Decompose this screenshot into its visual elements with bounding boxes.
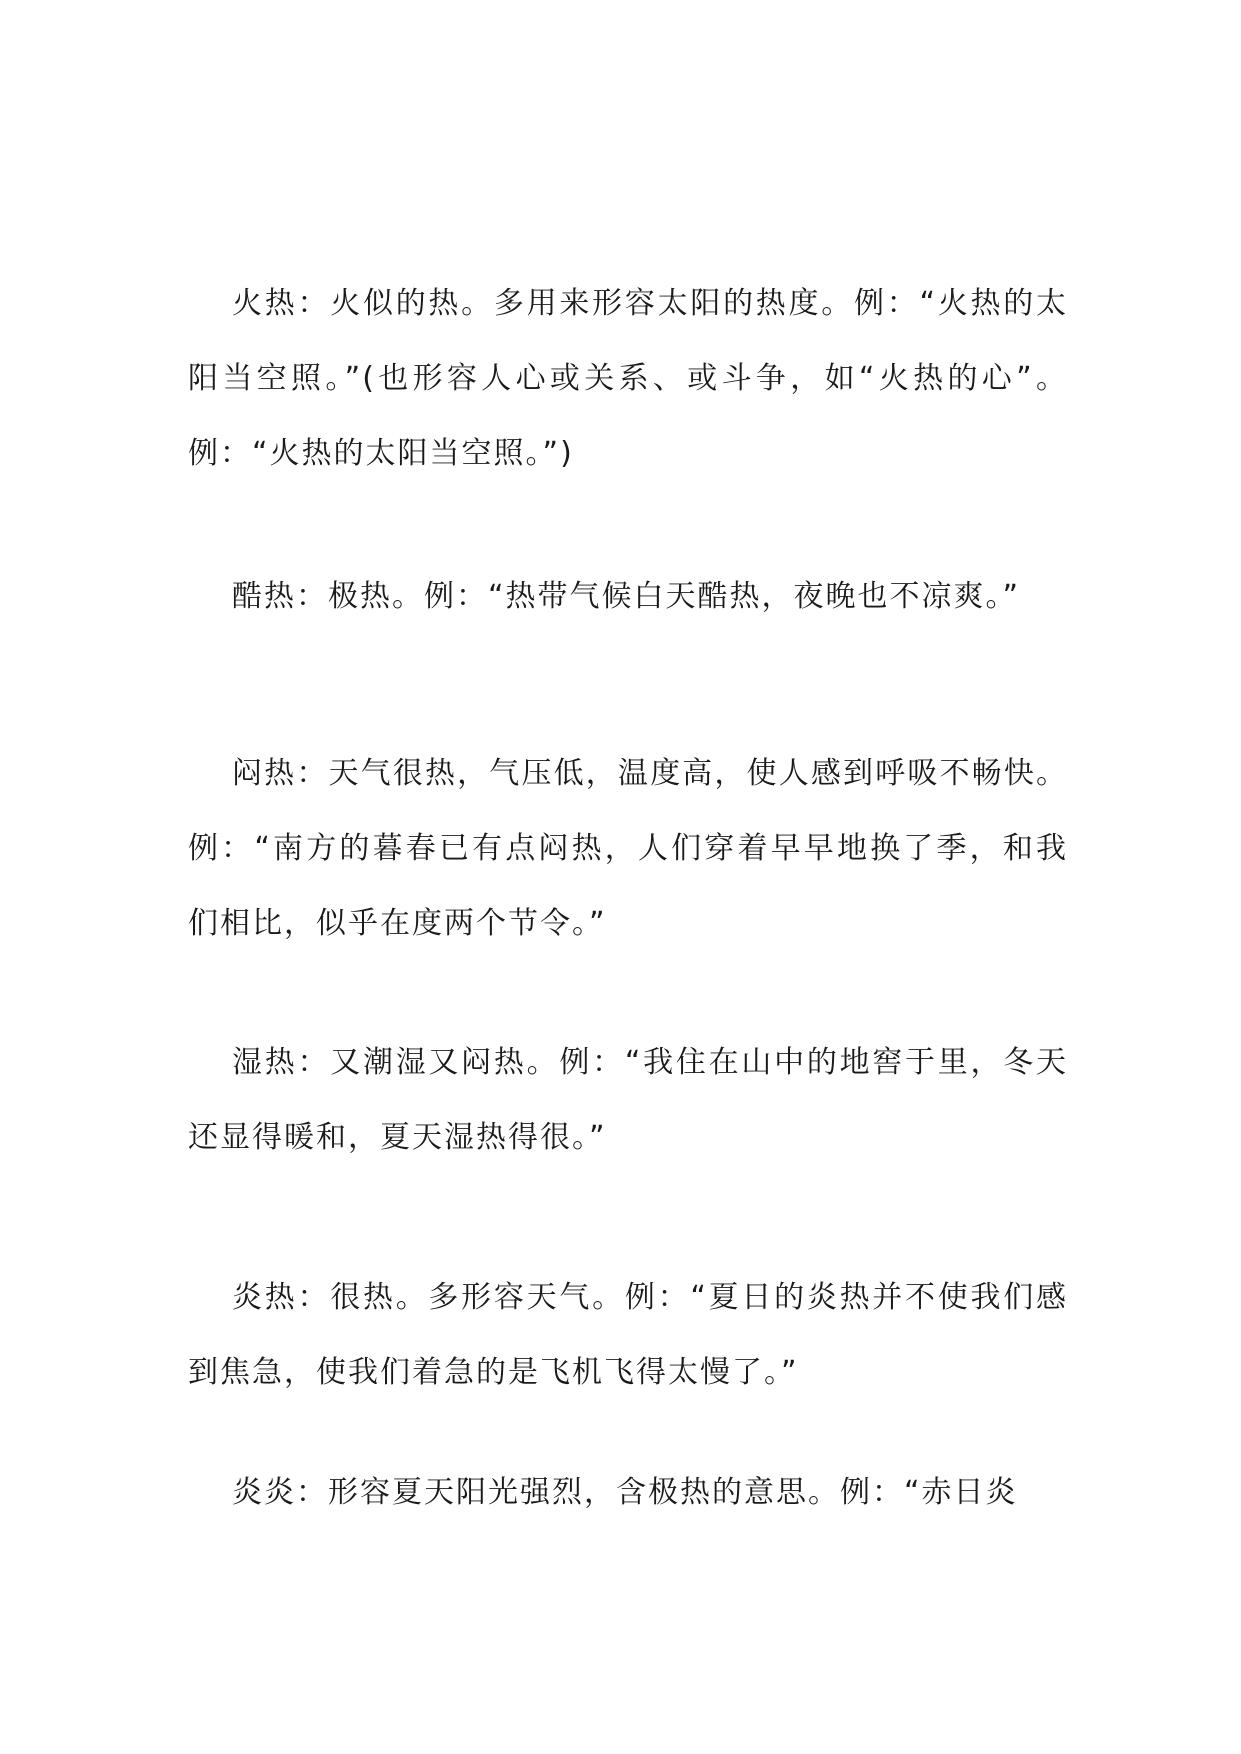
paragraph-menre: 闷热：天气很热，气压低，温度高，使人感到呼吸不畅快。例：“南方的暮春已有点闷热，人们穿着早早地换了季，和我们相比，似乎在度两个节令。” [188,756,1068,941]
paragraph-yanyan: 炎炎：形容夏天阳光强烈，含极热的意思。例：“赤日炎 [232,1475,1018,1510]
paragraph-shire: 湿热：又潮湿又闷热。例：“我住在山中的地窖于里，冬天还显得暖和，夏天湿热得很。” [188,1045,1068,1155]
paragraph-yanre: 炎热：很热。多形容天气。例：“夏日的炎热并不使我们感到焦急，使我们着急的是飞机飞得太慢了。” [188,1280,1068,1390]
paragraph-huore: 火热：火似的热。多用来形容太阳的热度。例：“火热的太阳当空照。”(也形容人心或关系、或斗争，如“火热的心”。例：“火热的太阳当空照。”) [188,286,1068,471]
paragraph-kure: 酷热：极热。例：“热带气候白天酷热，夜晚也不凉爽。” [232,579,1021,614]
